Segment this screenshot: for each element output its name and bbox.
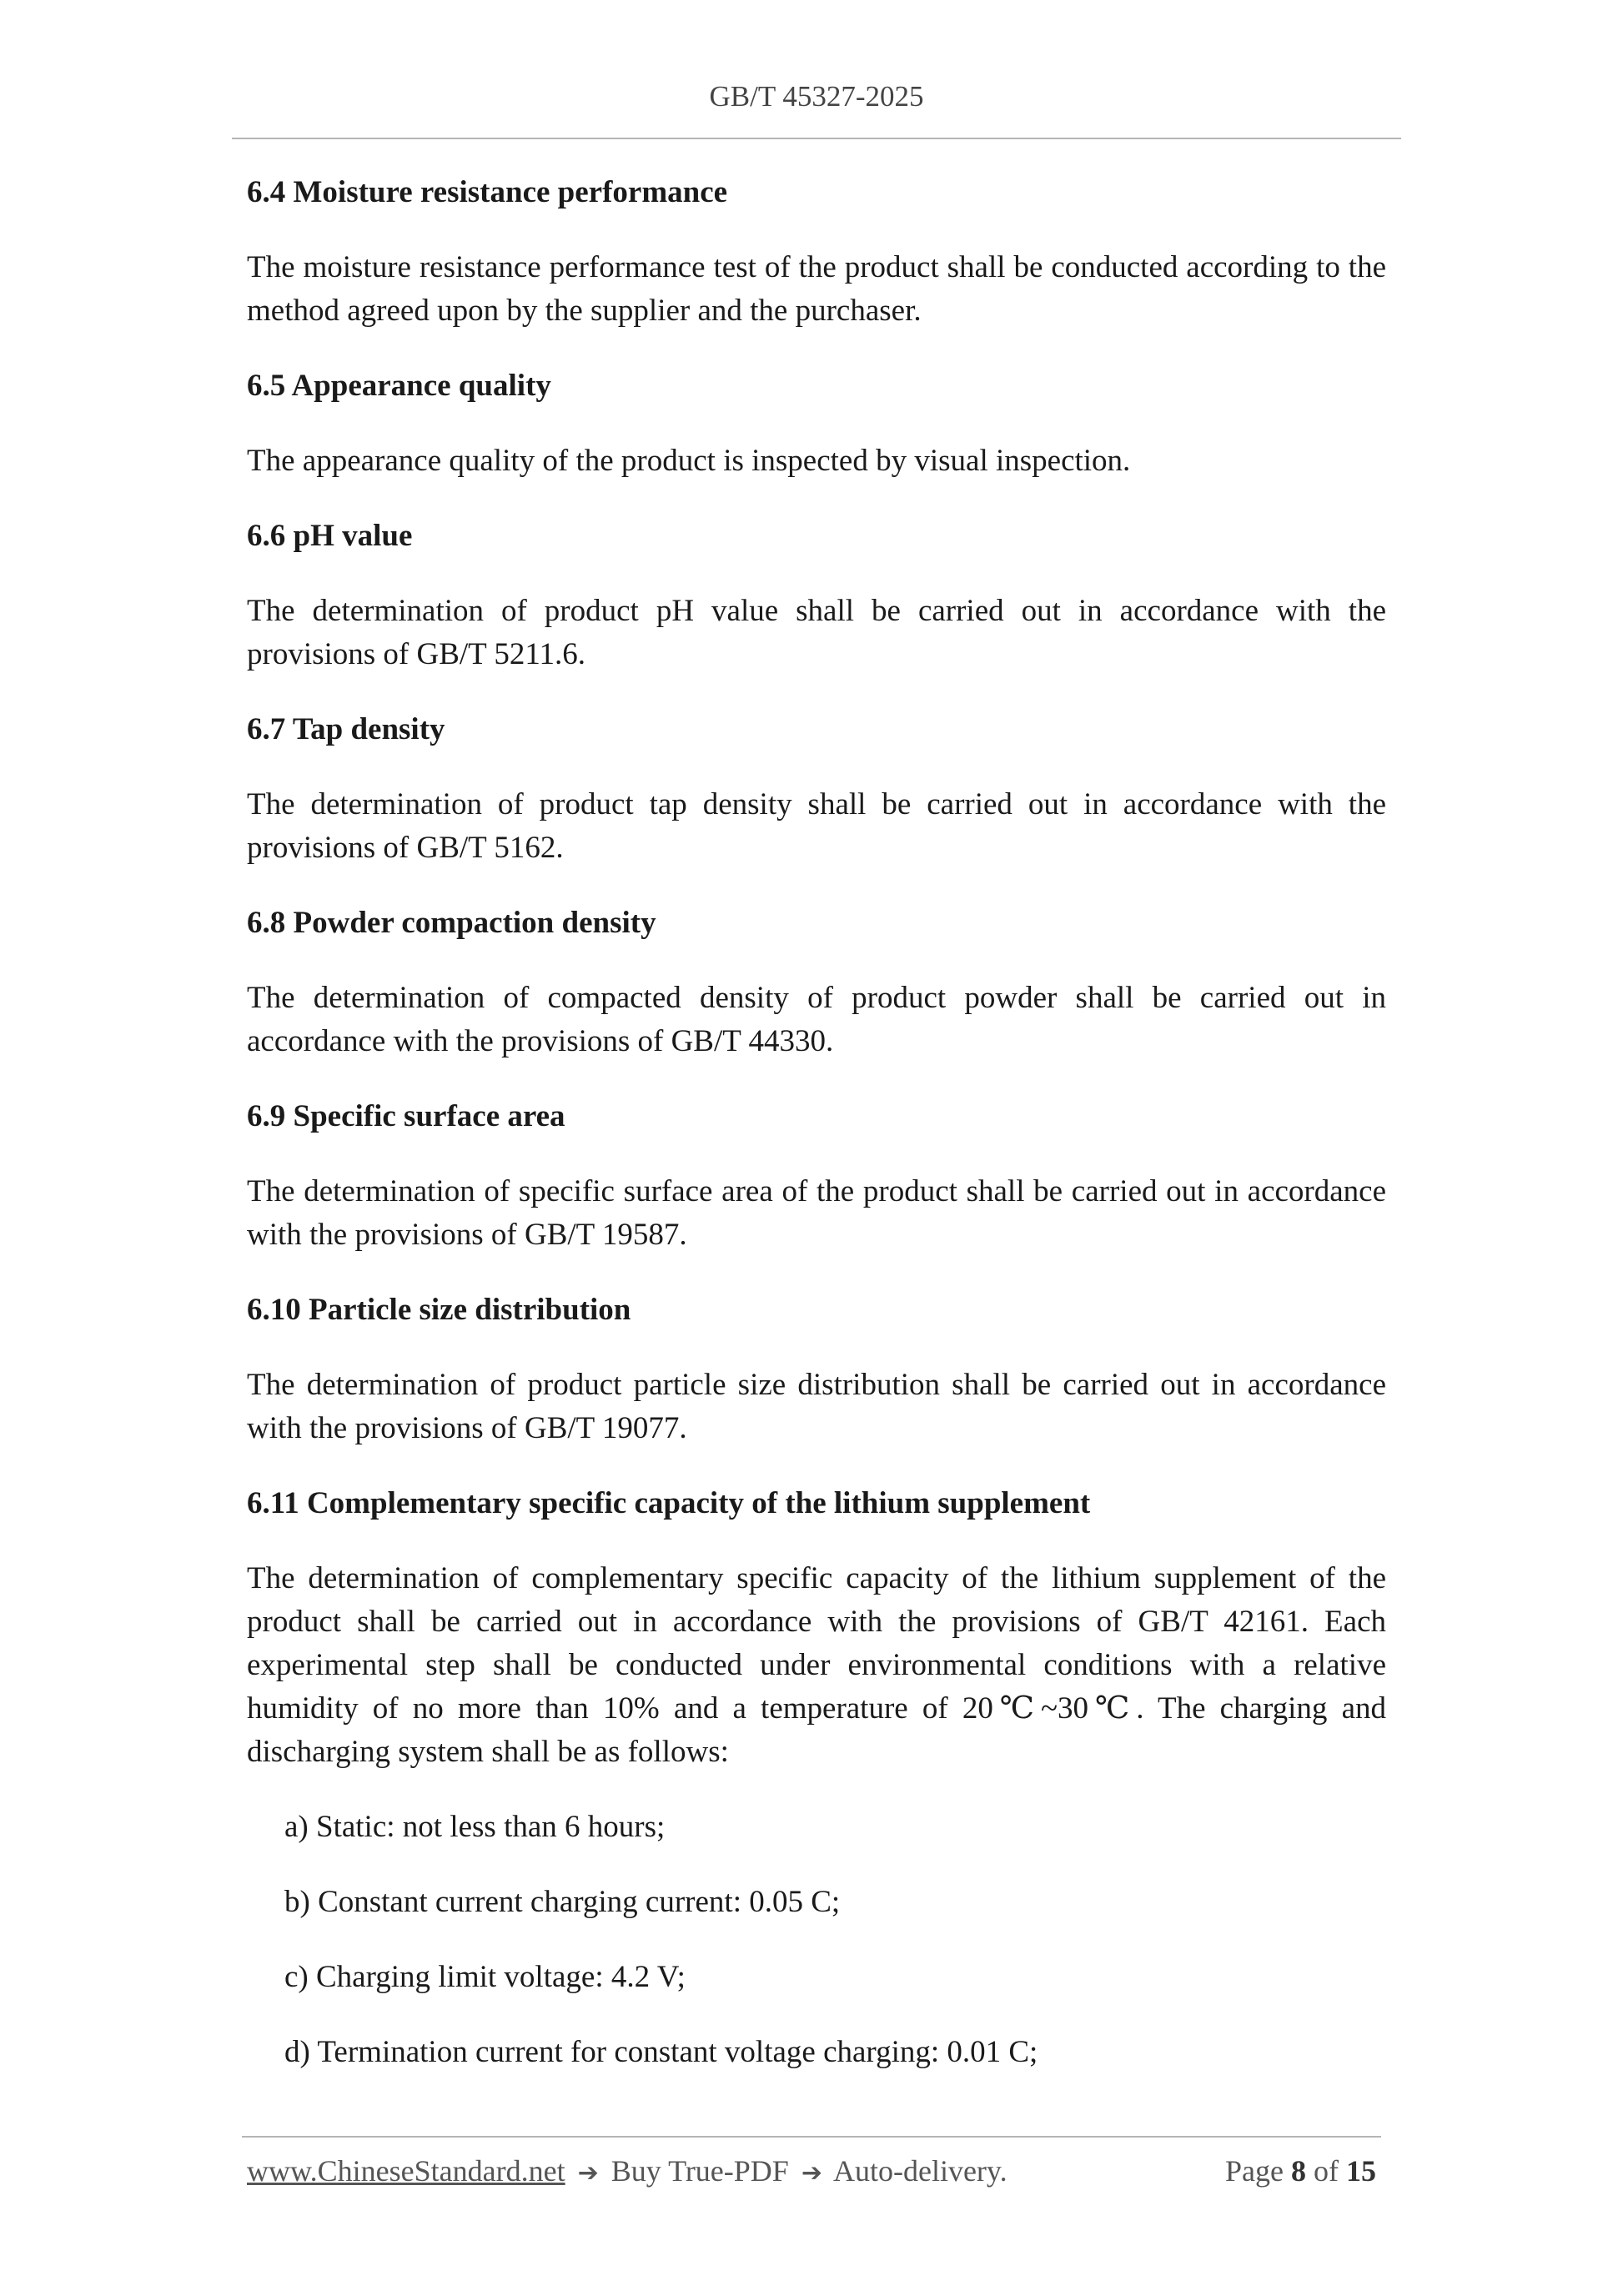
section-heading: 6.8 Powder compaction density [247, 906, 656, 940]
buy-true-pdf-text: Buy True-PDF [611, 2154, 789, 2188]
section-paragraph: The appearance quality of the product is inspected by visual inspection. [247, 444, 1131, 478]
list-item: c) Charging limit voltage: 4.2 V; [284, 1960, 686, 1994]
section-6-9 [247, 1095, 1386, 1257]
section-heading: 6.5 Appearance quality [247, 369, 551, 403]
document-header-title: GB/T 45327-2025 [709, 80, 924, 113]
list-item: d) Termination current for constant voltage charging: 0.01 C; [284, 2035, 1038, 2069]
footer-divider [242, 2136, 1381, 2138]
arrow-right-icon: ➔ [801, 2158, 822, 2188]
section-heading: 6.10 Particle size distribution [247, 1293, 631, 1327]
section-6-11 [247, 1482, 1386, 2074]
section-paragraph: The determination of product tap density shall be carried out in accordance with the provisions of GB/T 5162. [247, 787, 1386, 865]
section-heading: 6.11 Complementary specific capacity of the lithium supplement [247, 1486, 1091, 1520]
list-item: a) Static: not less than 6 hours; [284, 1810, 666, 1844]
section-paragraph: The determination of complementary specific capacity of the lithium supplement of the product shall be carried out in accordance with the provisions of GB/T 42161. Each experimental step shall be conducted under environmental conditions with a relative humidity of no more than 10% and a temperature of 20℃~30℃. The charging and discharging system shall be as follows: [247, 1561, 1386, 1769]
section-paragraph: The determination of compacted density of product powder shall be carried out in accordance with the provisions of GB/T 44330. [247, 981, 1386, 1058]
section-6-7 [247, 708, 1386, 870]
section-6-10 [247, 1289, 1386, 1450]
page-footer [247, 2153, 1376, 2200]
section-6-8 [247, 902, 1386, 1063]
page-total: 15 [1346, 2154, 1376, 2188]
section-heading: 6.9 Specific surface area [247, 1099, 565, 1133]
page-indicator [1225, 2153, 1376, 2188]
section-paragraph: The determination of specific surface area of the product shall be carried out in accordance with the provisions of GB/T 19587. [247, 1174, 1386, 1252]
list-item: b) Constant current charging current: 0.05 C; [284, 1885, 841, 1919]
section-6-6 [247, 515, 1386, 676]
of-label: of [1314, 2154, 1339, 2188]
header-divider [232, 138, 1401, 139]
website-link[interactable]: www.ChineseStandard.net [247, 2154, 565, 2188]
section-6-5 [247, 364, 1386, 483]
section-6-4 [247, 171, 1386, 333]
section-heading: 6.7 Tap density [247, 712, 445, 746]
section-paragraph: The determination of product particle size distribution shall be carried out in accordance with the provisions of GB/T 19077. [247, 1368, 1386, 1445]
document-body [247, 171, 1386, 2106]
footer-promo [247, 2153, 1007, 2188]
arrow-right-icon: ➔ [577, 2158, 599, 2188]
page-number: 8 [1291, 2154, 1306, 2188]
page-label: Page [1225, 2154, 1284, 2188]
section-paragraph: The determination of product pH value shall be carried out in accordance with the provisions of GB/T 5211.6. [247, 594, 1386, 671]
auto-delivery-text: Auto-delivery. [832, 2154, 1007, 2188]
section-heading: 6.4 Moisture resistance performance [247, 175, 728, 209]
section-heading: 6.6 pH value [247, 519, 413, 553]
section-paragraph: The moisture resistance performance test of the product shall be conducted according to the method agreed upon by the supplier and the purchaser. [247, 250, 1386, 328]
